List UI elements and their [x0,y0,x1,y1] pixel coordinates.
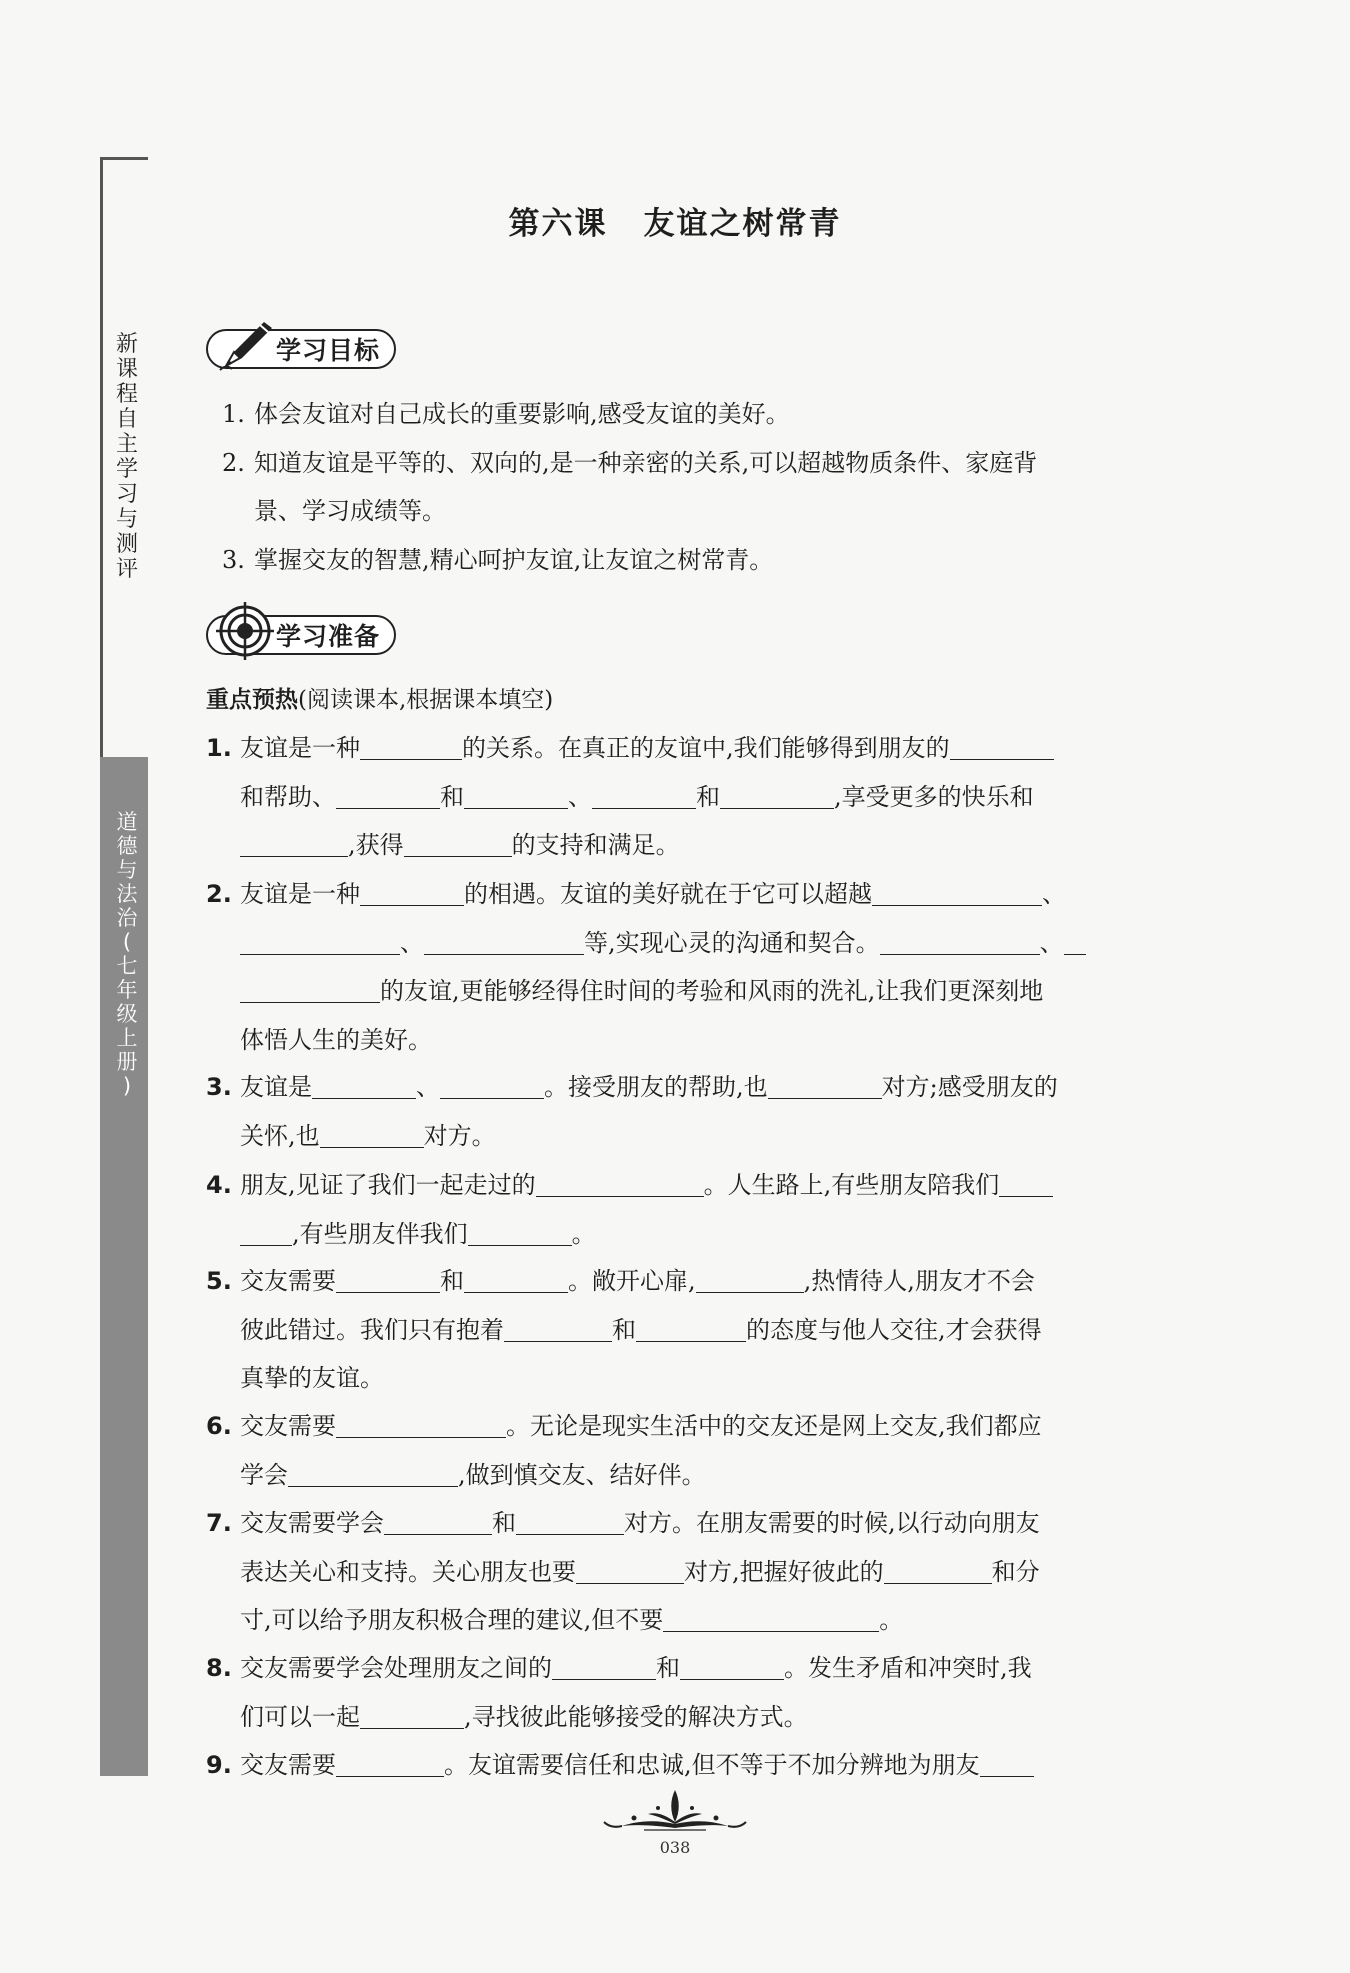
objective-item: 1. 体会友谊对自己成长的重要影响,感受友谊的美好。 [222,400,790,428]
blank[interactable] [336,1263,440,1293]
sidebar-glyph: 程 [115,382,138,407]
sidebar-glyph: 与 [115,507,138,532]
preparation-label: 学习准备 [206,615,396,655]
sidebar-glyph: 德 [116,834,138,858]
sidebar-glyph: 新 [115,332,138,357]
blank[interactable] [312,1069,416,1099]
question-3: 3. 友谊是 、 。接受朋友的帮助,也 对方;感受朋友的 关怀,也 对方。 [206,1063,1168,1160]
sidebar-vertical-rule [100,157,103,757]
sidebar-glyph: 级 [116,1002,138,1026]
sidebar-glyph: 法 [116,882,138,906]
blank[interactable] [872,876,1042,906]
blank[interactable] [576,1554,684,1584]
question-7: 7. 交友需要学会 和 对方。在朋友需要的时候,以行动向朋友 表达关心和支持。关心朋友也要 对方,把握好彼此的 和分 寸,可以给予朋友积极合理的建议,但不要 。 [206,1499,1168,1645]
blank[interactable] [240,925,400,955]
blank[interactable] [663,1602,879,1632]
sidebar-glyph: 与 [116,858,138,882]
blank[interactable] [504,1312,612,1342]
sidebar-glyph: 上 [116,1026,138,1050]
blank[interactable] [288,1457,458,1487]
question-5: 5. 交友需要 和 。敞开心扉, ,热情待人,朋友才不会 彼此错过。我们只有抱着 和 的态度与他人交往,才会获得 真挚的友谊。 [206,1257,1168,1403]
lesson-title [0,198,1350,243]
preparation-badge [206,614,396,656]
question-9: 9. 交友需要 。友谊需要信任和忠诚,但不等于不加分辨地为朋友 [206,1741,1168,1790]
lesson-number: 第六课 [508,206,608,242]
blank[interactable] [768,1069,882,1099]
objectives-badge [206,328,396,370]
question-8: 8. 交友需要学会处理朋友之间的 和 。发生矛盾和冲突时,我 们可以一起 ,寻找彼此能够接受的解决方式。 [206,1644,1168,1741]
page-number: 038 [659,1838,691,1857]
objective-item: 3. 掌握交友的智慧,精心呵护友谊,让友谊之树常青。 [222,546,774,574]
question-6: 6. 交友需要 。无论是现实生活中的交友还是网上交友,我们都应 学会 ,做到慎交友、结好伴。 [206,1402,1168,1499]
sidebar-glyph: 治 [116,906,138,930]
sidebar-glyph: 主 [115,432,138,457]
sidebar-top-rule [100,157,148,160]
objectives-label: 学习目标 [206,329,396,369]
blank[interactable] [240,973,380,1003]
blank[interactable] [536,1167,704,1197]
blank[interactable] [999,1167,1053,1197]
sidebar-glyph: 自 [115,407,138,432]
question-2: 2. 友谊是一种 的相遇。友谊的美好就在于它可以超越 、 、 等,实现心灵的沟通和契合。 、 的友谊,更能够经得住时间的考验和风雨的洗礼,让我们更深刻地 体悟人生的美好。 [206,870,1168,1064]
sidebar-glyph: ( [122,930,132,954]
blank[interactable] [384,1505,492,1535]
blank[interactable] [884,1554,992,1584]
blank[interactable] [336,779,440,809]
blank[interactable] [696,1263,804,1293]
question-1: 1. 友谊是一种 的关系。在真正的友谊中,我们能够得到朋友的 和帮助、 和 、 和 ,享受更多的快乐和 ,获得 的支持和满足。 [206,724,1168,870]
sidebar-glyph: 年 [116,978,138,1002]
blank[interactable] [320,1118,424,1148]
blank[interactable] [360,1699,464,1729]
blank[interactable] [240,827,348,857]
sidebar-glyph: 学 [115,457,138,482]
sidebar-glyph: 习 [115,482,138,507]
blank[interactable] [404,827,512,857]
blank[interactable] [516,1505,624,1535]
preheat-hint: (阅读课本,根据课本填空) [298,687,554,713]
blank[interactable] [464,1263,568,1293]
blank[interactable] [360,730,462,760]
sidebar-series-title [112,332,142,582]
sidebar-subject-label [112,810,142,1098]
blank[interactable] [636,1312,746,1342]
blank[interactable] [468,1216,572,1246]
blank[interactable] [720,779,834,809]
blank[interactable] [336,1747,444,1777]
preheat-title: 重点预热 [206,687,298,713]
sidebar-glyph: 七 [116,954,138,978]
lesson-name: 友谊之树常青 [643,206,842,242]
sidebar-glyph: 道 [116,810,138,834]
blank[interactable] [336,1408,506,1438]
blank[interactable] [980,1747,1034,1777]
blank[interactable] [360,876,464,906]
blank[interactable] [950,730,1054,760]
blank[interactable] [464,779,568,809]
blank[interactable] [1064,925,1086,955]
blank[interactable] [440,1069,544,1099]
sidebar-glyph: 测 [115,532,138,557]
sidebar-glyph: 课 [115,357,138,382]
target-icon [212,600,278,662]
objective-item: 2. 知道友谊是平等的、双向的,是一种亲密的关系,可以超越物质条件、家庭背 景、学习成绩等。 [222,449,1038,525]
blank[interactable] [424,925,584,955]
sidebar-glyph: 评 [115,557,138,582]
question-4: 4. 朋友,见证了我们一起走过的 。人生路上,有些朋友陪我们 ,有些朋友伴我们 。 [206,1161,1168,1258]
blank[interactable] [680,1650,784,1680]
blank[interactable] [592,779,696,809]
pen-icon [212,314,278,376]
blank[interactable] [240,1216,292,1246]
blank[interactable] [880,925,1040,955]
blank[interactable] [552,1650,656,1680]
floral-ornament-icon [600,1786,750,1836]
sidebar-glyph: ) [122,1074,132,1098]
sidebar-glyph: 册 [116,1050,138,1074]
preheat-heading [206,680,553,720]
